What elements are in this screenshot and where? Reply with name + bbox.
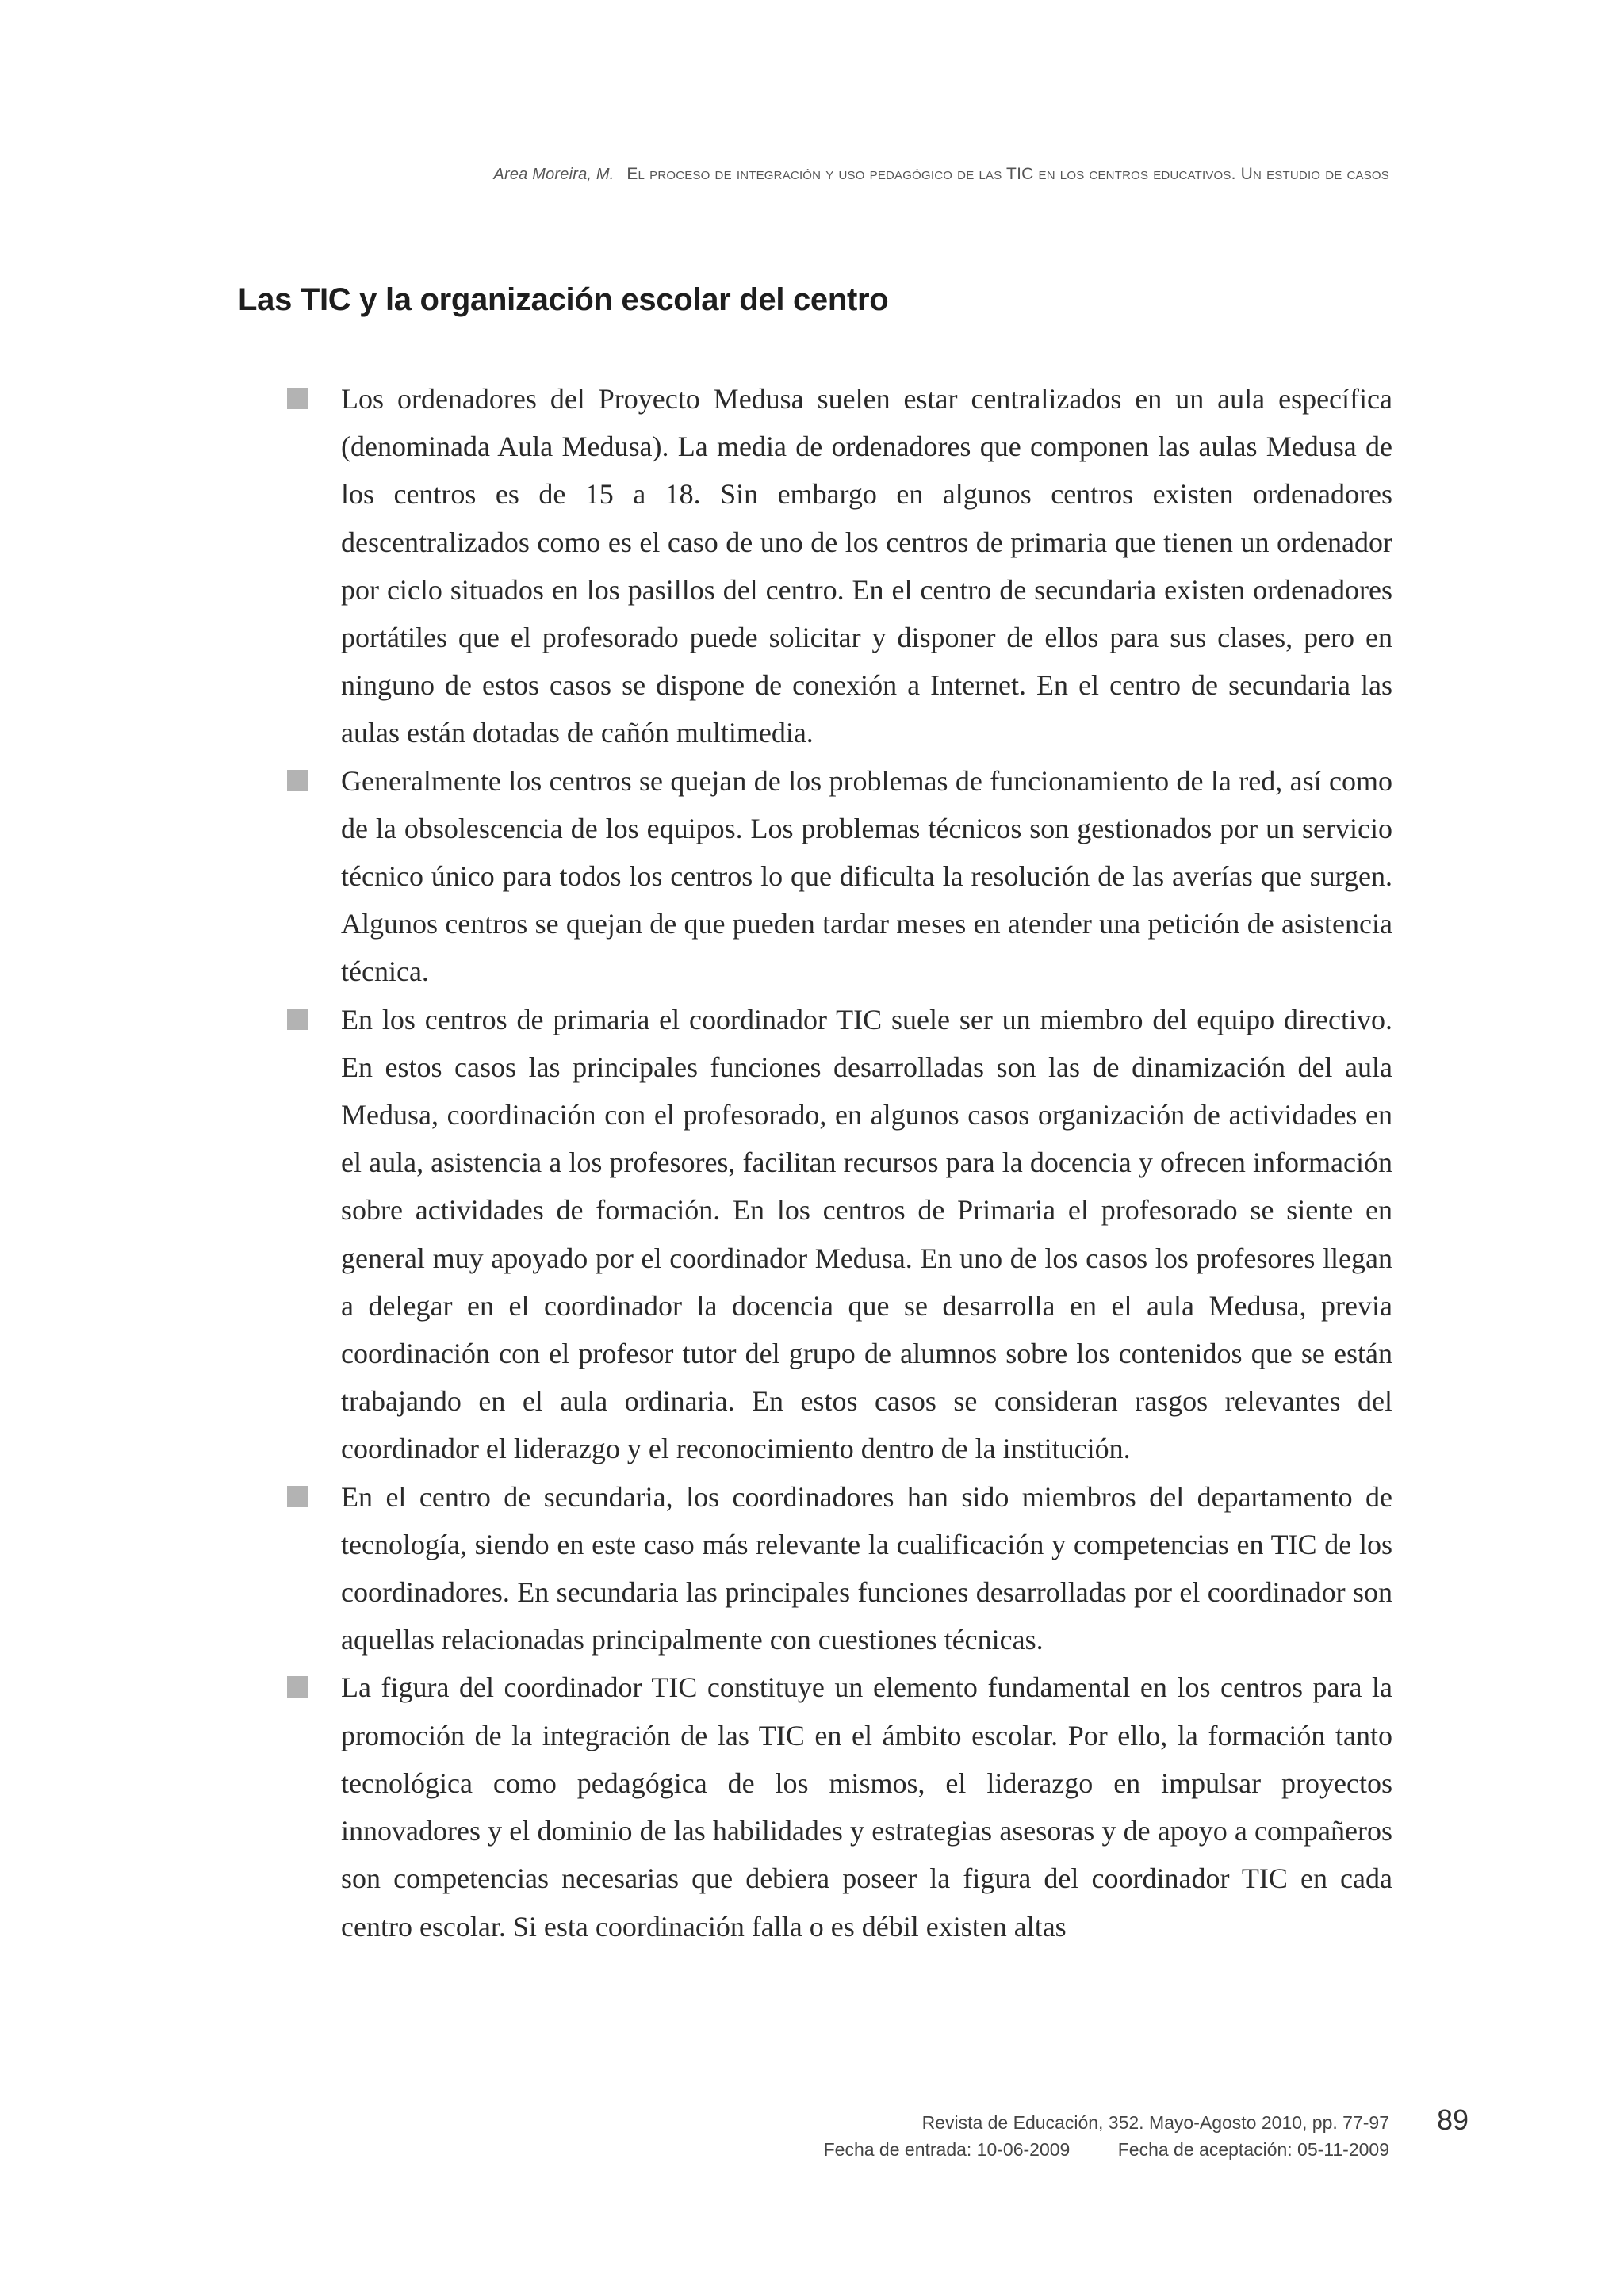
journal-citation: Revista de Educación, 352. Mayo-Agosto 2010, pp. 77-97 [921,2112,1389,2133]
square-bullet-icon [287,1009,308,1030]
page-number: 89 [1437,2104,1469,2136]
square-bullet-icon [287,770,308,791]
footer-dates [824,2136,1389,2163]
running-header [493,165,1389,184]
square-bullet-icon [287,1676,308,1698]
bullet-list [287,375,1392,1950]
bullet-text: En los centros de primaria el coordinador TIC suele ser un miembro del equipo directivo. En estos casos las principales funciones desarrolladas son las de dinamización del aula Medusa, coordinación con el profesorado, en algunos casos organización de actividades en el aula, asistencia a los profesores, facilitan recursos para la docencia y ofrecen información sobre actividades de formación. En los centros de Primaria el profesorado se siente en general muy apoyado por el coordinador Medusa. En uno de los casos los profesores llegan a delegar en el coordinador la docencia que se desarrolla en el aula Medusa, previa coordinación con el profesor tutor del grupo de alumnos sobre los contenidos que se están trabajando en el aula ordinaria. En estos casos se consideran rasgos relevantes del coordinador el liderazgo y el reconocimiento dentro de la institución. [341,1003,1392,1465]
bullet-item [287,996,1392,1473]
bullet-item [287,757,1392,996]
bullet-item [287,1663,1392,1950]
bullet-text: Los ordenadores del Proyecto Medusa suelen estar centralizados en un aula específica (denominada Aula Medusa). La media de ordenadores que componen las aulas Medusa de los centros es de 15 a 18. Sin embargo en algunos centros existen ordenadores descentralizados como es el caso de uno de los centros de primaria que tienen un ordenador por ciclo situados en los pasillos del centro. En el centro de secundaria existen ordenadores portátiles que el profesorado puede solicitar y disponer de ellos para sus clases, pero en ninguno de estos casos se dispone de conexión a Internet. En el centro de secundaria las aulas están dotadas de cañón multimedia. [341,383,1392,749]
square-bullet-icon [287,1486,308,1507]
header-authors: Area Moreira, M. [493,166,615,183]
received-date: Fecha de entrada: 10-06-2009 [823,2139,1071,2160]
bullet-text: En el centro de secundaria, los coordinadores han sido miembros del departamento de tecnología, siendo en este caso más relevante la cualificación y competencias en TIC de los coordinadores. En secundaria las principales funciones desarrolladas por el coordinador son aquellas relacionadas principalmente con cuestiones técnicas. [341,1480,1392,1656]
header-title: El proceso de integración y uso pedagógico de las TIC en los centros educativos. Un estudio de casos [626,165,1389,183]
section-title: Las TIC y la organización escolar del centro [238,282,889,317]
accepted-date: Fecha de aceptación: 05-11-2009 [1117,2139,1389,2160]
bullet-text: La figura del coordinador TIC constituye un elemento fundamental en los centros para la promoción de la integración de las TIC en el ámbito escolar. Por ello, la formación tanto tecnológica como pedagógica de los mismos, el liderazgo en impulsar proyectos innovadores y el dominio de las habilidades y estrategias asesoras y de apoyo a compañeros son competencias necesarias que debiera poseer la figura del coordinador TIC en cada centro escolar. Si esta coordinación falla o es débil existen altas [341,1671,1392,1943]
square-bullet-icon [287,388,308,409]
bullet-item [287,1473,1392,1664]
bullet-text: Generalmente los centros se quejan de los problemas de funcionamiento de la red, así como de la obsolescencia de los equipos. Los problemas técnicos son gestionados por un servicio técnico único para todos los centros lo que dificulta la resolución de las averías que surgen. Algunos centros se quejan de que pueden tardar meses en atender una petición de asistencia técnica. [341,764,1392,988]
bullet-item [287,375,1392,757]
page-footer [824,2109,1389,2163]
